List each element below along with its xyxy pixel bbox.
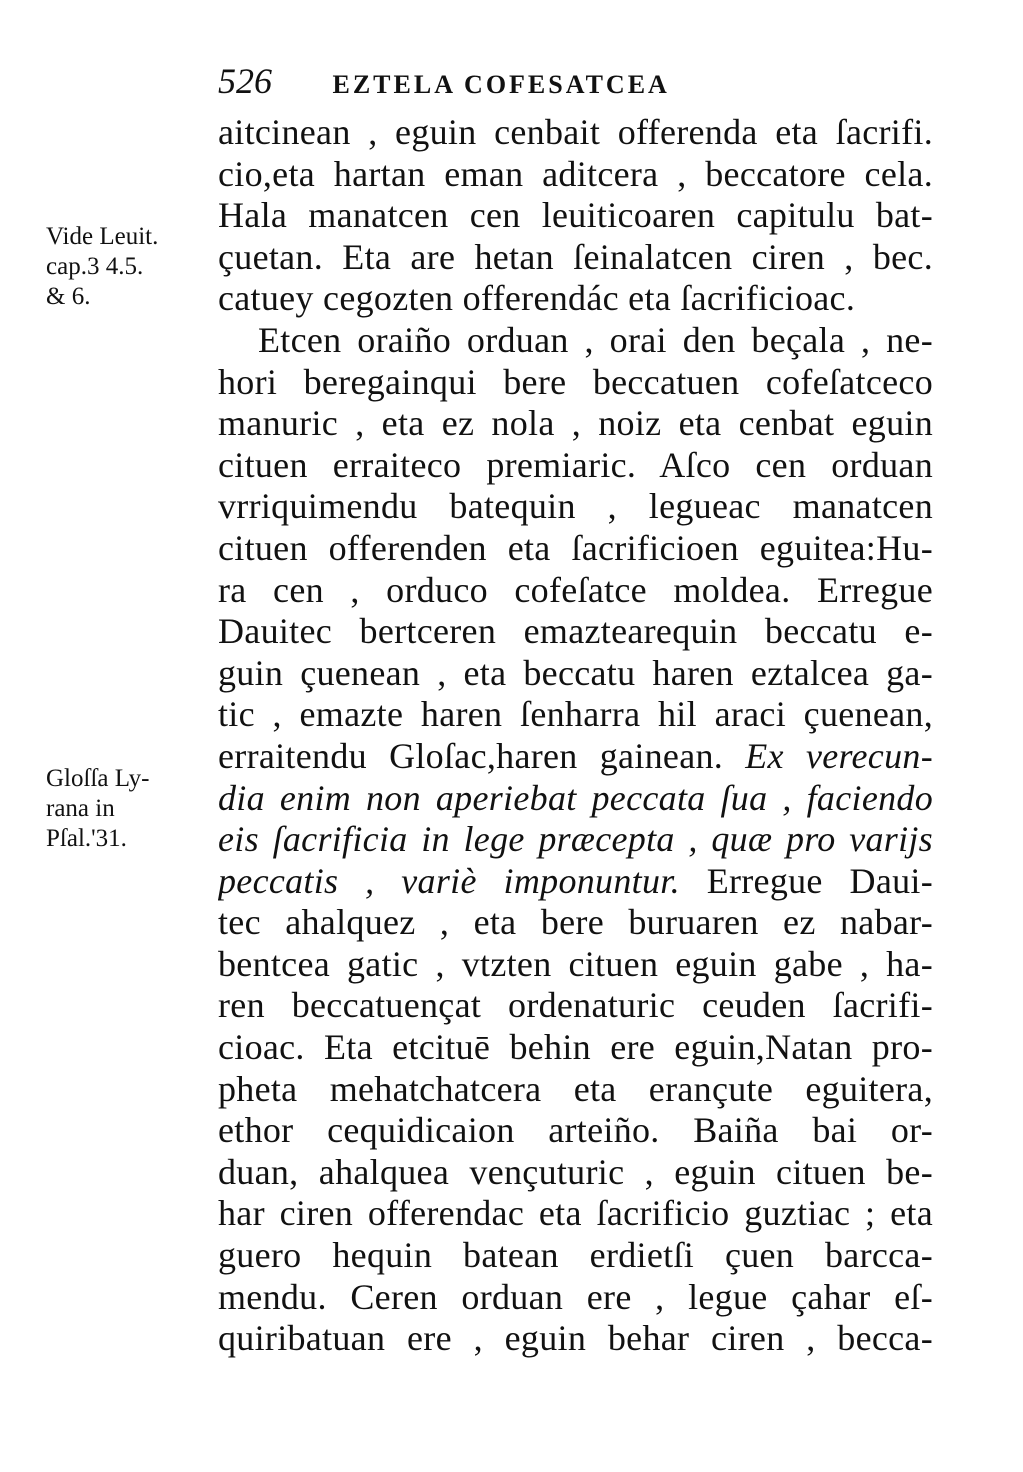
margin-note-line: Pſal.'31. (46, 825, 127, 852)
text-line-content: quiribatuan ere , eguin behar ciren , becca- (218, 1318, 933, 1359)
text-line-content: ren beccatuençat ordenaturic ceuden ſacrifi- (218, 985, 933, 1026)
latin-quote-start: Ex verecun- (745, 735, 933, 776)
text-line (218, 1193, 933, 1235)
text-line (218, 1152, 933, 1194)
text-line-content: dia enim non aperiebat peccata ſua , faciendo (218, 777, 933, 818)
margin-note-line: Vide Leuit. (46, 223, 159, 250)
margin-note-line: Gloſſa Ly- (46, 765, 150, 792)
text-line-content: erraitendu Gloſac,haren gainean. (218, 735, 724, 776)
text-line (218, 778, 933, 820)
text-line-content: tec ahalquez , eta bere buruaren ez nabar- (218, 902, 933, 943)
text-line (218, 528, 933, 570)
margin-note-leviticus (46, 222, 206, 312)
text-line-content: vrriquimendu batequin , legueac manatcen (218, 486, 933, 527)
text-line (218, 1318, 933, 1360)
text-line (218, 1277, 933, 1319)
text-line-content: duan, ahalquea vençuturic , eguin cituen be- (218, 1151, 933, 1192)
text-line-content: tic , emazte haren ſenharra hil araci çuenean, (218, 694, 933, 735)
margin-note-glossa (46, 764, 206, 854)
text-line-content: cioac. Eta etcituē behin ere eguin,Natan pro- (218, 1027, 933, 1068)
running-head (218, 58, 778, 104)
text-line-content: Dauitec bertceren emaztearequin beccatu e- (218, 611, 933, 652)
text-line (218, 486, 933, 528)
text-line (218, 154, 933, 196)
text-line (218, 694, 933, 736)
text-line-content: Hala manatcen cen leuiticoaren capitulu bat- (218, 195, 933, 236)
page-number: 526 (218, 61, 272, 101)
text-line (218, 237, 933, 279)
text-line (218, 1235, 933, 1277)
text-line-content: catuey cegozten offerendác eta ſacrificioac. (218, 278, 856, 319)
text-line-content: guin çuenean , eta beccatu haren eztalcea ga- (218, 652, 933, 693)
text-line (218, 1110, 933, 1152)
text-line-content: har ciren offerendac eta ſacrificio guztiac ; eta (218, 1193, 933, 1234)
text-line (218, 736, 933, 778)
text-line (218, 944, 933, 986)
text-line (218, 861, 933, 903)
text-line-content: cio,eta hartan eman aditcera , beccatore cela. (218, 153, 933, 194)
running-title: EZTELA COFESATCEA (332, 70, 670, 99)
margin-note-line: rana in (46, 795, 115, 822)
text-line (218, 985, 933, 1027)
text-line (218, 819, 933, 861)
text-line (218, 403, 933, 445)
text-line-content: hori beregainqui bere beccatuen cofeſatceco (218, 361, 933, 402)
text-line-content: peccatis , variè imponuntur. (218, 860, 680, 901)
text-line-content: manuric , eta ez nola , noiz eta cenbat eguin (218, 403, 933, 444)
text-line-content: bentcea gatic , vtzten cituen eguin gabe , ha- (218, 943, 933, 984)
text-line (218, 362, 933, 404)
text-line-content: cituen offerenden eta ſacrificioen eguitea:Hu- (218, 527, 933, 568)
text-line-content: guero hequin batean erdietſi çuen barcca- (218, 1235, 933, 1276)
text-line-content: cituen erraiteco premiaric. Aſco cen orduan (218, 444, 933, 485)
body-text (218, 112, 933, 1360)
text-line-content: mendu. Ceren orduan ere , legue çahar eſ- (218, 1276, 933, 1317)
text-line (218, 1069, 933, 1111)
text-line-content: ethor cequidicaion arteiño. Baiña bai or- (218, 1110, 933, 1151)
text-line-content: pheta mehatchatcera eta erançute eguitera, (218, 1068, 933, 1109)
text-line (218, 278, 933, 320)
text-line-content: aitcinean , eguin cenbait offerenda eta ſacrifi. (218, 112, 933, 152)
text-line (218, 320, 933, 362)
text-line-content: eis ſacrificia in lege præcepta , quæ pro varijs (218, 819, 933, 860)
text-line (218, 611, 933, 653)
text-line (218, 570, 933, 612)
text-line (218, 902, 933, 944)
text-line-content: ra cen , orduco cofeſatce moldea. Erregue (218, 569, 933, 610)
text-line (218, 445, 933, 487)
text-line (218, 1027, 933, 1069)
text-line (218, 112, 933, 154)
text-line (218, 653, 933, 695)
margin-note-line: cap.3 4.5. (46, 253, 144, 280)
margin-note-line: & 6. (46, 283, 91, 310)
text-line-content: çuetan. Eta are hetan ſeinalatcen ciren , bec. (218, 236, 933, 277)
text-line-tail: Erregue Daui- (706, 860, 933, 901)
text-line (218, 195, 933, 237)
text-line-content: Etcen oraiño orduan , orai den beçala , ne- (258, 319, 933, 360)
